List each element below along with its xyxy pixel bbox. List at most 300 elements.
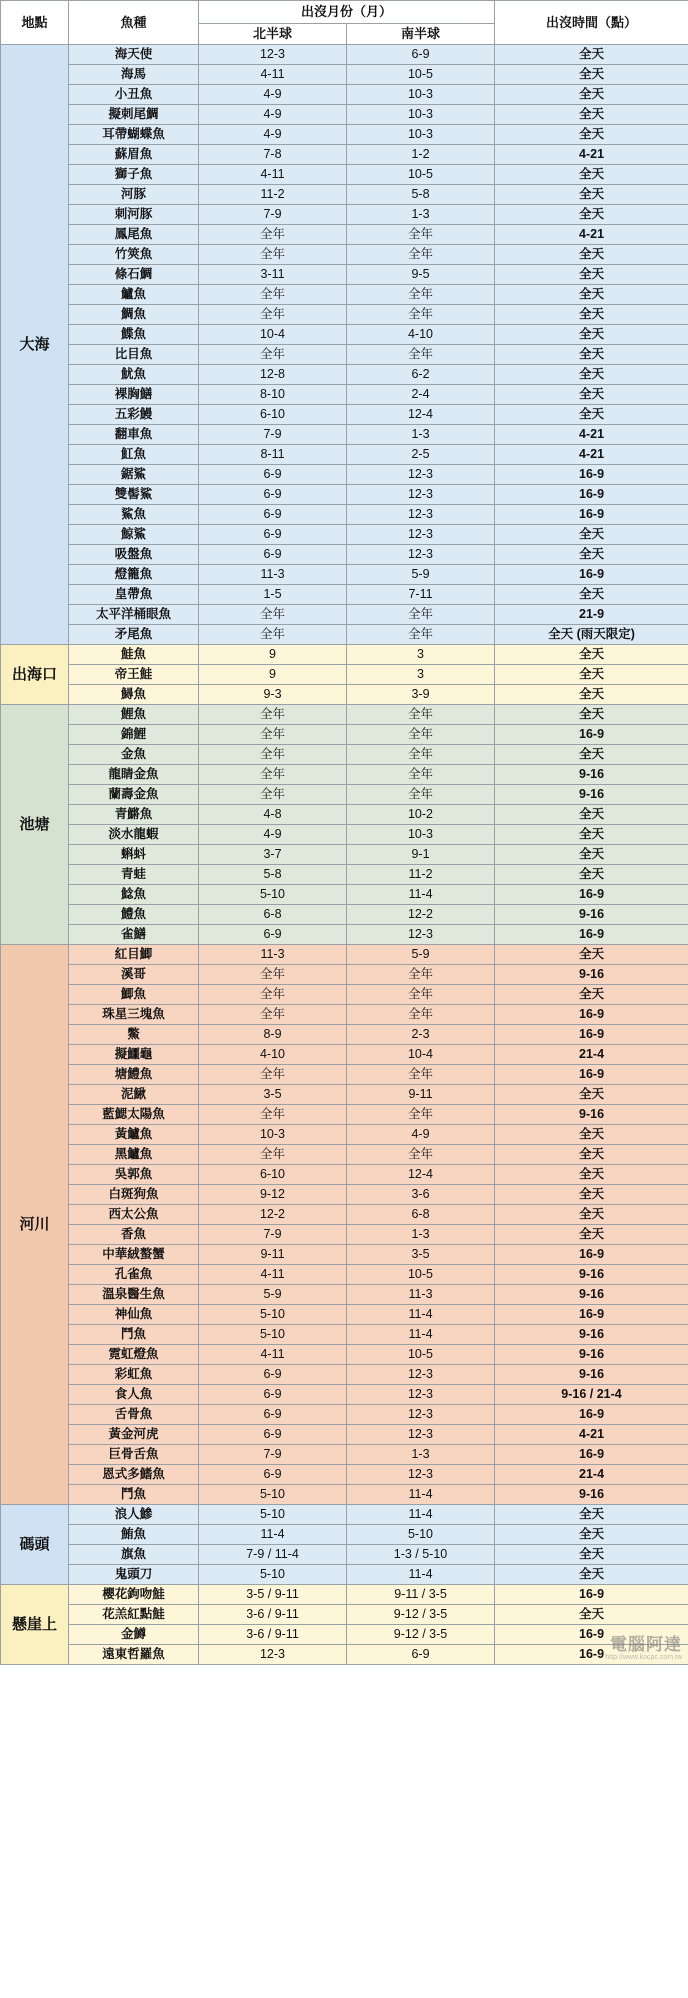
south-months-cell: 10-3 xyxy=(347,85,495,105)
active-time-cell: 全天 xyxy=(495,1225,688,1245)
fish-name-cell: 鋸鯊 xyxy=(69,465,199,485)
fish-name-cell: 翻車魚 xyxy=(69,425,199,445)
north-months-cell: 4-11 xyxy=(199,165,347,185)
fish-name-cell: 鯨鯊 xyxy=(69,525,199,545)
header-time: 出沒時間（點） xyxy=(495,1,688,45)
north-months-cell: 全年 xyxy=(199,985,347,1005)
active-time-cell: 全天 xyxy=(495,685,688,705)
south-months-cell: 11-4 xyxy=(347,1325,495,1345)
fish-name-cell: 鯽魚 xyxy=(69,985,199,1005)
active-time-cell: 16-9 xyxy=(495,1065,688,1085)
table-row xyxy=(1,1125,688,1145)
north-months-cell: 6-9 xyxy=(199,925,347,945)
active-time-cell: 4-21 xyxy=(495,425,688,445)
south-months-cell: 9-11 xyxy=(347,1085,495,1105)
north-months-cell: 3-6 / 9-11 xyxy=(199,1605,347,1625)
fish-name-cell: 鱉 xyxy=(69,1025,199,1045)
fish-name-cell: 魷魚 xyxy=(69,365,199,385)
fish-name-cell: 鳳尾魚 xyxy=(69,225,199,245)
table-row xyxy=(1,1045,688,1065)
fish-name-cell: 神仙魚 xyxy=(69,1305,199,1325)
south-months-cell: 全年 xyxy=(347,625,495,645)
fish-name-cell: 黃金河虎 xyxy=(69,1425,199,1445)
active-time-cell: 全天 xyxy=(495,1205,688,1225)
north-months-cell: 3-11 xyxy=(199,265,347,285)
active-time-cell: 16-9 xyxy=(495,885,688,905)
table-row xyxy=(1,125,688,145)
north-months-cell: 6-9 xyxy=(199,485,347,505)
fish-name-cell: 鱘魚 xyxy=(69,685,199,705)
table-row xyxy=(1,1325,688,1345)
table-row xyxy=(1,765,688,785)
header-location: 地點 xyxy=(1,1,69,45)
north-months-cell: 全年 xyxy=(199,345,347,365)
active-time-cell: 4-21 xyxy=(495,1425,688,1445)
fish-name-cell: 鯛魚 xyxy=(69,305,199,325)
active-time-cell: 全天 xyxy=(495,525,688,545)
south-months-cell: 全年 xyxy=(347,1145,495,1165)
fish-name-cell: 鯰魚 xyxy=(69,885,199,905)
fish-name-cell: 香魚 xyxy=(69,1225,199,1245)
south-months-cell: 12-3 xyxy=(347,525,495,545)
north-months-cell: 9 xyxy=(199,645,347,665)
fish-name-cell: 蘇眉魚 xyxy=(69,145,199,165)
active-time-cell: 16-9 xyxy=(495,1025,688,1045)
active-time-cell: 16-9 xyxy=(495,1005,688,1025)
table-row xyxy=(1,705,688,725)
north-months-cell: 全年 xyxy=(199,225,347,245)
fish-name-cell: 舌骨魚 xyxy=(69,1405,199,1425)
fish-name-cell: 雀鱔 xyxy=(69,925,199,945)
active-time-cell: 全天 xyxy=(495,1505,688,1525)
fish-name-cell: 鱧魚 xyxy=(69,905,199,925)
table-row xyxy=(1,105,688,125)
north-months-cell: 5-10 xyxy=(199,1565,347,1585)
fish-name-cell: 白斑狗魚 xyxy=(69,1185,199,1205)
fish-name-cell: 塘鱧魚 xyxy=(69,1065,199,1085)
north-months-cell: 6-9 xyxy=(199,1405,347,1425)
north-months-cell: 4-9 xyxy=(199,85,347,105)
fish-name-cell: 擬鱷龜 xyxy=(69,1045,199,1065)
table-row xyxy=(1,845,688,865)
table-row xyxy=(1,1505,688,1525)
table-row xyxy=(1,1385,688,1405)
active-time-cell: 全天 xyxy=(495,285,688,305)
north-months-cell: 4-10 xyxy=(199,1045,347,1065)
south-months-cell: 11-4 xyxy=(347,1305,495,1325)
south-months-cell: 9-11 / 3-5 xyxy=(347,1585,495,1605)
table-row xyxy=(1,385,688,405)
south-months-cell: 9-12 / 3-5 xyxy=(347,1625,495,1645)
south-months-cell: 全年 xyxy=(347,745,495,765)
table-row xyxy=(1,1085,688,1105)
south-months-cell: 全年 xyxy=(347,225,495,245)
fish-name-cell: 孔雀魚 xyxy=(69,1265,199,1285)
fish-name-cell: 蘭壽金魚 xyxy=(69,785,199,805)
south-months-cell: 10-5 xyxy=(347,65,495,85)
table-header xyxy=(1,1,688,45)
table-row xyxy=(1,85,688,105)
south-months-cell: 3 xyxy=(347,645,495,665)
active-time-cell: 全天 xyxy=(495,125,688,145)
active-time-cell: 全天 xyxy=(495,385,688,405)
south-months-cell: 3-9 xyxy=(347,685,495,705)
active-time-cell: 21-9 xyxy=(495,605,688,625)
active-time-cell: 全天 xyxy=(495,65,688,85)
north-months-cell: 3-7 xyxy=(199,845,347,865)
fish-name-cell: 食人魚 xyxy=(69,1385,199,1405)
south-months-cell: 6-9 xyxy=(347,45,495,65)
north-months-cell: 9-3 xyxy=(199,685,347,705)
south-months-cell: 10-5 xyxy=(347,165,495,185)
active-time-cell: 9-16 xyxy=(495,1365,688,1385)
north-months-cell: 全年 xyxy=(199,1145,347,1165)
south-months-cell: 全年 xyxy=(347,245,495,265)
table-row xyxy=(1,145,688,165)
table-row xyxy=(1,905,688,925)
table-row xyxy=(1,885,688,905)
header-southern-hemisphere: 南半球 xyxy=(347,24,495,45)
table-row xyxy=(1,1625,688,1645)
fish-name-cell: 櫻花鉤吻鮭 xyxy=(69,1585,199,1605)
active-time-cell: 4-21 xyxy=(495,225,688,245)
table-row xyxy=(1,1225,688,1245)
fish-name-cell: 比目魚 xyxy=(69,345,199,365)
table-row xyxy=(1,1565,688,1585)
south-months-cell: 10-5 xyxy=(347,1345,495,1365)
fish-name-cell: 海馬 xyxy=(69,65,199,85)
active-time-cell: 21-4 xyxy=(495,1045,688,1065)
north-months-cell: 全年 xyxy=(199,785,347,805)
table-row xyxy=(1,345,688,365)
active-time-cell: 全天 xyxy=(495,1085,688,1105)
table-row xyxy=(1,1185,688,1205)
active-time-cell: 全天 xyxy=(495,105,688,125)
active-time-cell: 16-9 xyxy=(495,485,688,505)
table-row xyxy=(1,1465,688,1485)
fish-name-cell: 溫泉醫生魚 xyxy=(69,1285,199,1305)
north-months-cell: 5-10 xyxy=(199,885,347,905)
active-time-cell: 全天 xyxy=(495,365,688,385)
active-time-cell: 9-16 xyxy=(495,1265,688,1285)
fish-name-cell: 太平洋桶眼魚 xyxy=(69,605,199,625)
table-row xyxy=(1,265,688,285)
active-time-cell: 21-4 xyxy=(495,1465,688,1485)
south-months-cell: 6-2 xyxy=(347,365,495,385)
table-row xyxy=(1,925,688,945)
watermark-url: http://www.kocpc.com.tw xyxy=(605,1653,682,1661)
active-time-cell: 全天 xyxy=(495,1525,688,1545)
table-row xyxy=(1,985,688,1005)
table-row xyxy=(1,225,688,245)
active-time-cell: 全天 xyxy=(495,1145,688,1165)
south-months-cell: 12-3 xyxy=(347,1365,495,1385)
north-months-cell: 全年 xyxy=(199,305,347,325)
fish-name-cell: 龍睛金魚 xyxy=(69,765,199,785)
north-months-cell: 9 xyxy=(199,665,347,685)
north-months-cell: 全年 xyxy=(199,745,347,765)
active-time-cell: 全天 xyxy=(495,705,688,725)
south-months-cell: 12-3 xyxy=(347,1465,495,1485)
active-time-cell: 全天 xyxy=(495,805,688,825)
north-months-cell: 全年 xyxy=(199,965,347,985)
location-cell: 碼頭 xyxy=(1,1505,69,1585)
table-row xyxy=(1,65,688,85)
fish-name-cell: 帝王鮭 xyxy=(69,665,199,685)
active-time-cell: 9-16 xyxy=(495,1285,688,1305)
active-time-cell: 全天 xyxy=(495,85,688,105)
north-months-cell: 9-12 xyxy=(199,1185,347,1205)
active-time-cell: 16-9 xyxy=(495,925,688,945)
fish-name-cell: 裸胸鱔 xyxy=(69,385,199,405)
active-time-cell: 16-9 xyxy=(495,1625,688,1645)
north-months-cell: 6-9 xyxy=(199,1365,347,1385)
fish-name-cell: 河豚 xyxy=(69,185,199,205)
north-months-cell: 全年 xyxy=(199,625,347,645)
south-months-cell: 10-5 xyxy=(347,1265,495,1285)
table-row xyxy=(1,485,688,505)
fish-name-cell: 竹筴魚 xyxy=(69,245,199,265)
south-months-cell: 12-3 xyxy=(347,1385,495,1405)
south-months-cell: 全年 xyxy=(347,305,495,325)
north-months-cell: 6-10 xyxy=(199,405,347,425)
north-months-cell: 7-9 xyxy=(199,1445,347,1465)
fish-name-cell: 青蛙 xyxy=(69,865,199,885)
active-time-cell: 全天 xyxy=(495,1185,688,1205)
location-cell: 池塘 xyxy=(1,705,69,945)
table-row xyxy=(1,45,688,65)
table-row xyxy=(1,825,688,845)
north-months-cell: 3-5 xyxy=(199,1085,347,1105)
south-months-cell: 1-3 xyxy=(347,425,495,445)
north-months-cell: 7-9 / 11-4 xyxy=(199,1545,347,1565)
north-months-cell: 4-9 xyxy=(199,105,347,125)
fish-name-cell: 鬼頭刀 xyxy=(69,1565,199,1585)
table-row xyxy=(1,1365,688,1385)
table-row xyxy=(1,305,688,325)
south-months-cell: 1-3 xyxy=(347,1225,495,1245)
north-months-cell: 10-4 xyxy=(199,325,347,345)
fish-name-cell: 花羔紅點鮭 xyxy=(69,1605,199,1625)
table-row xyxy=(1,565,688,585)
table-row xyxy=(1,325,688,345)
north-months-cell: 全年 xyxy=(199,765,347,785)
north-months-cell: 3-6 / 9-11 xyxy=(199,1625,347,1645)
north-months-cell: 5-10 xyxy=(199,1305,347,1325)
north-months-cell: 5-10 xyxy=(199,1485,347,1505)
north-months-cell: 8-9 xyxy=(199,1025,347,1045)
fish-name-cell: 鯉魚 xyxy=(69,705,199,725)
fish-name-cell: 彩虹魚 xyxy=(69,1365,199,1385)
north-months-cell: 7-9 xyxy=(199,425,347,445)
active-time-cell: 全天 xyxy=(495,1565,688,1585)
south-months-cell: 12-4 xyxy=(347,405,495,425)
fish-name-cell: 鬥魚 xyxy=(69,1485,199,1505)
north-months-cell: 9-11 xyxy=(199,1245,347,1265)
watermark-title: 電腦阿達 xyxy=(610,1634,682,1654)
active-time-cell: 全天 xyxy=(495,865,688,885)
fish-name-cell: 黃鱸魚 xyxy=(69,1125,199,1145)
north-months-cell: 全年 xyxy=(199,725,347,745)
fish-name-cell: 鬥魚 xyxy=(69,1325,199,1345)
active-time-cell: 9-16 xyxy=(495,905,688,925)
table-row xyxy=(1,785,688,805)
north-months-cell: 3-5 / 9-11 xyxy=(199,1585,347,1605)
fish-name-cell: 旗魚 xyxy=(69,1545,199,1565)
south-months-cell: 3 xyxy=(347,665,495,685)
table-row xyxy=(1,405,688,425)
south-months-cell: 11-4 xyxy=(347,1505,495,1525)
active-time-cell: 全天 xyxy=(495,825,688,845)
fish-name-cell: 鰈魚 xyxy=(69,325,199,345)
south-months-cell: 10-2 xyxy=(347,805,495,825)
south-months-cell: 12-3 xyxy=(347,465,495,485)
north-months-cell: 12-2 xyxy=(199,1205,347,1225)
north-months-cell: 4-9 xyxy=(199,825,347,845)
north-months-cell: 6-9 xyxy=(199,1465,347,1485)
north-months-cell: 11-3 xyxy=(199,565,347,585)
north-months-cell: 6-10 xyxy=(199,1165,347,1185)
north-months-cell: 7-9 xyxy=(199,205,347,225)
north-months-cell: 11-2 xyxy=(199,185,347,205)
north-months-cell: 全年 xyxy=(199,285,347,305)
fish-name-cell: 魟魚 xyxy=(69,445,199,465)
active-time-cell: 全天 xyxy=(495,545,688,565)
south-months-cell: 11-4 xyxy=(347,1565,495,1585)
table-row xyxy=(1,205,688,225)
south-months-cell: 全年 xyxy=(347,725,495,745)
table-row xyxy=(1,185,688,205)
south-months-cell: 10-3 xyxy=(347,825,495,845)
table-row xyxy=(1,1265,688,1285)
fish-name-cell: 吳郭魚 xyxy=(69,1165,199,1185)
location-cell: 河川 xyxy=(1,945,69,1505)
fish-name-cell: 溪哥 xyxy=(69,965,199,985)
south-months-cell: 全年 xyxy=(347,1005,495,1025)
table-row xyxy=(1,1485,688,1505)
fish-name-cell: 擬刺尾鯛 xyxy=(69,105,199,125)
table-body xyxy=(1,45,688,1665)
table-row xyxy=(1,1525,688,1545)
south-months-cell: 12-4 xyxy=(347,1165,495,1185)
active-time-cell: 16-9 xyxy=(495,1445,688,1465)
south-months-cell: 11-4 xyxy=(347,885,495,905)
active-time-cell: 全天 (雨天限定) xyxy=(495,625,688,645)
fish-name-cell: 雙髻鯊 xyxy=(69,485,199,505)
active-time-cell: 9-16 xyxy=(495,1105,688,1125)
active-time-cell: 16-9 xyxy=(495,1585,688,1605)
fish-name-cell: 鮭魚 xyxy=(69,645,199,665)
south-months-cell: 10-4 xyxy=(347,1045,495,1065)
south-months-cell: 4-9 xyxy=(347,1125,495,1145)
table-row xyxy=(1,1305,688,1325)
south-months-cell: 9-12 / 3-5 xyxy=(347,1605,495,1625)
north-months-cell: 10-3 xyxy=(199,1125,347,1145)
fish-name-cell: 刺河豚 xyxy=(69,205,199,225)
fish-name-cell: 耳帶蝴蝶魚 xyxy=(69,125,199,145)
north-months-cell: 5-10 xyxy=(199,1505,347,1525)
active-time-cell: 全天 xyxy=(495,645,688,665)
fish-name-cell: 恩式多鰭魚 xyxy=(69,1465,199,1485)
fish-name-cell: 中華絨螯蟹 xyxy=(69,1245,199,1265)
fish-name-cell: 吸盤魚 xyxy=(69,545,199,565)
fish-name-cell: 燈籠魚 xyxy=(69,565,199,585)
north-months-cell: 7-9 xyxy=(199,1225,347,1245)
active-time-cell: 全天 xyxy=(495,985,688,1005)
south-months-cell: 1-3 xyxy=(347,1445,495,1465)
south-months-cell: 11-3 xyxy=(347,1285,495,1305)
active-time-cell: 全天 xyxy=(495,845,688,865)
south-months-cell: 3-6 xyxy=(347,1185,495,1205)
active-time-cell: 16-9 xyxy=(495,1305,688,1325)
table-row xyxy=(1,525,688,545)
fish-name-cell: 五彩鰻 xyxy=(69,405,199,425)
table-row xyxy=(1,685,688,705)
north-months-cell: 全年 xyxy=(199,1105,347,1125)
table-row xyxy=(1,1205,688,1225)
table-row xyxy=(1,665,688,685)
table-row xyxy=(1,1585,688,1605)
fish-name-cell: 浪人鰺 xyxy=(69,1505,199,1525)
north-months-cell: 4-9 xyxy=(199,125,347,145)
north-months-cell: 全年 xyxy=(199,705,347,725)
south-months-cell: 全年 xyxy=(347,765,495,785)
active-time-cell: 全天 xyxy=(495,1125,688,1145)
north-months-cell: 4-11 xyxy=(199,1265,347,1285)
fish-name-cell: 紅目鯽 xyxy=(69,945,199,965)
north-months-cell: 6-9 xyxy=(199,1385,347,1405)
north-months-cell: 1-5 xyxy=(199,585,347,605)
south-months-cell: 全年 xyxy=(347,985,495,1005)
south-months-cell: 全年 xyxy=(347,285,495,305)
fish-name-cell: 鮪魚 xyxy=(69,1525,199,1545)
table-row xyxy=(1,1645,688,1665)
south-months-cell: 全年 xyxy=(347,1105,495,1125)
south-months-cell: 6-8 xyxy=(347,1205,495,1225)
active-time-cell: 4-21 xyxy=(495,145,688,165)
fish-name-cell: 鯊魚 xyxy=(69,505,199,525)
fish-name-cell: 珠星三塊魚 xyxy=(69,1005,199,1025)
table-row xyxy=(1,945,688,965)
fish-name-cell: 鱸魚 xyxy=(69,285,199,305)
fish-name-cell: 金鱒 xyxy=(69,1625,199,1645)
table-row xyxy=(1,505,688,525)
fish-name-cell: 黑鱸魚 xyxy=(69,1145,199,1165)
north-months-cell: 6-9 xyxy=(199,465,347,485)
table-row xyxy=(1,465,688,485)
active-time-cell: 16-9 xyxy=(495,725,688,745)
south-months-cell: 9-1 xyxy=(347,845,495,865)
active-time-cell: 9-16 xyxy=(495,1325,688,1345)
active-time-cell: 全天 xyxy=(495,405,688,425)
active-time-cell: 全天 xyxy=(495,165,688,185)
location-cell: 出海口 xyxy=(1,645,69,705)
fish-name-cell: 泥鰍 xyxy=(69,1085,199,1105)
fish-name-cell: 霓虹燈魚 xyxy=(69,1345,199,1365)
active-time-cell: 9-16 xyxy=(495,1345,688,1365)
fish-name-cell: 青鱂魚 xyxy=(69,805,199,825)
table-row xyxy=(1,1545,688,1565)
table-row xyxy=(1,425,688,445)
south-months-cell: 2-3 xyxy=(347,1025,495,1045)
table-row xyxy=(1,1425,688,1445)
table-row xyxy=(1,165,688,185)
north-months-cell: 全年 xyxy=(199,1005,347,1025)
south-months-cell: 1-3 xyxy=(347,205,495,225)
table-row xyxy=(1,1285,688,1305)
active-time-cell: 全天 xyxy=(495,1605,688,1625)
fish-name-cell: 蝌蚪 xyxy=(69,845,199,865)
